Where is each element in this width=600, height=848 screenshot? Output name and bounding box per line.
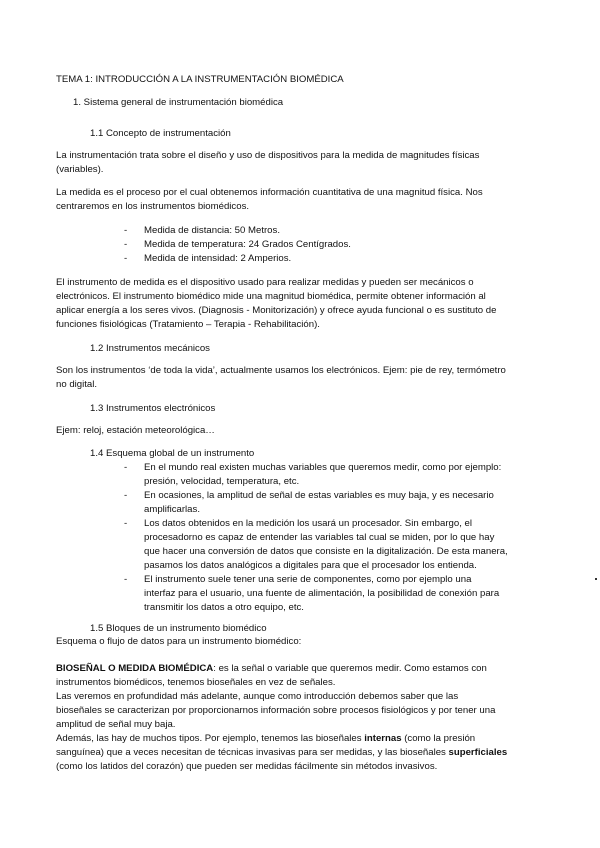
list-item: procesadorno es capaz de entender las variables tal cual se miden, por lo que hay (144, 532, 495, 543)
list-dash: - (124, 518, 128, 529)
paragraph-line: no digital. (56, 379, 98, 390)
list-dash: - (124, 239, 128, 250)
bold-term: BIOSEÑAL O MEDIDA BIOMÉDICA (56, 663, 214, 674)
list-dash: - (124, 574, 128, 585)
list-item: Medida de distancia: 50 Metros. (144, 225, 280, 236)
list-item: Medida de temperatura: 24 Grados Centígrados. (144, 239, 351, 250)
paragraph-line: electrónicos. El instrumento biomédico mide una magnitud biomédica, permite obtener información al (56, 291, 486, 302)
document-title: TEMA 1: INTRODUCCIÓN A LA INSTRUMENTACIÓN BIOMÉDICA (56, 74, 344, 85)
list-item: En el mundo real existen muchas variables que queremos medir, como por ejemplo: (144, 462, 502, 473)
list-item: Medida de intensidad: 2 Amperios. (144, 253, 292, 264)
paragraph-line (56, 746, 507, 760)
list-item: amplificarlas. (144, 504, 200, 515)
list-item: transmitir los datos a otro equipo, etc. (144, 602, 304, 613)
paragraph-line: bioseñales se caracterizan por proporcionarnos información sobre procesos fisiológicos y por tener una (56, 705, 496, 716)
paragraph-line: Las veremos en profundidad más adelante, aunque como introducción debemos saber que las (56, 691, 459, 702)
text-span: sanguínea) que a veces necesitan de técnicas invasivas para ser medidas, y las bioseñales (56, 747, 449, 758)
subsection-heading-1-3: 1.3 Instrumentos electrónicos (90, 403, 216, 414)
subsection-heading-1-1: 1.1 Concepto de instrumentación (90, 128, 231, 139)
list-dash: - (124, 490, 128, 501)
text-span: Además, las hay de muchos tipos. Por ejemplo, tenemos las bioseñales (56, 733, 365, 744)
paragraph-line: amplitud de señal muy baja. (56, 719, 176, 730)
list-item: interfaz para el usuario, una fuente de alimentación, la posibilidad de conexión para (144, 588, 500, 599)
list-dash: - (124, 253, 128, 264)
paragraph-line (56, 662, 487, 676)
paragraph-line: Esquema o flujo de datos para un instrumento biomédico: (56, 636, 302, 647)
paragraph-line: instrumentos biomédicos, tenemos bioseñales en vez de señales. (56, 677, 336, 688)
paragraph-line: (variables). (56, 164, 104, 175)
subsection-heading-1-2: 1.2 Instrumentos mecánicos (90, 343, 210, 354)
paragraph-line (56, 732, 475, 746)
subsection-heading-1-4: 1.4 Esquema global de un instrumento (90, 448, 255, 459)
list-item: que hacer una conversión de datos que consiste en la digitalización. De esta manera, (144, 546, 508, 557)
bold-term: superficiales (448, 747, 508, 758)
text-span: (como la presión (401, 733, 476, 744)
paragraph-line: (como los latidos del corazón) que pueden ser medidas fácilmente sin métodos invasivos. (56, 761, 438, 772)
paragraph-line: centraremos en los instrumentos biomédicos. (56, 201, 250, 212)
subsection-heading-1-5: 1.5 Bloques de un instrumento biomédico (90, 623, 267, 634)
list-dash: - (124, 225, 128, 236)
paragraph-line: funciones fisiológicas (Tratamiento – Terapia - Rehabilitación). (56, 319, 320, 330)
list-item: pasamos los datos analógicos a digitales para que el procesador los entienda. (144, 560, 477, 571)
list-item: En ocasiones, la amplitud de señal de estas variables es muy baja, y es necesario (144, 490, 494, 501)
paragraph-line: La medida es el proceso por el cual obtenemos información cuantitativa de una magnitud física. Nos (56, 187, 483, 198)
list-item: El instrumento suele tener una serie de componentes, como por ejemplo una (144, 574, 472, 585)
paragraph-line: La instrumentación trata sobre el diseño y uso de dispositivos para la medida de magnitudes físicas (56, 150, 480, 161)
paragraph-line: Son los instrumentos ‘de toda la vida’, actualmente usamos los electrónicos. Ejem: pie de rey, termómetro (56, 365, 506, 376)
paragraph-line: Ejem: reloj, estación meteorológica… (56, 425, 215, 436)
text-span: : es la señal o variable que queremos medir. Como estamos con (213, 663, 487, 674)
stray-mark (595, 578, 597, 580)
bold-term: internas (364, 733, 402, 744)
paragraph-line: aplicar energía a los seres vivos. (Diagnosis - Monitorización) y ofrece ayuda funcional o es sustituto de (56, 305, 497, 316)
list-item: presión, velocidad, temperatura, etc. (144, 476, 300, 487)
section-heading: 1. Sistema general de instrumentación biomédica (73, 97, 284, 108)
paragraph-line: El instrumento de medida es el dispositivo usado para realizar medidas y pueden ser mecánicos o (56, 277, 474, 288)
list-item: Los datos obtenidos en la medición los usará un procesador. Sin embargo, el (144, 518, 472, 529)
list-dash: - (124, 462, 128, 473)
